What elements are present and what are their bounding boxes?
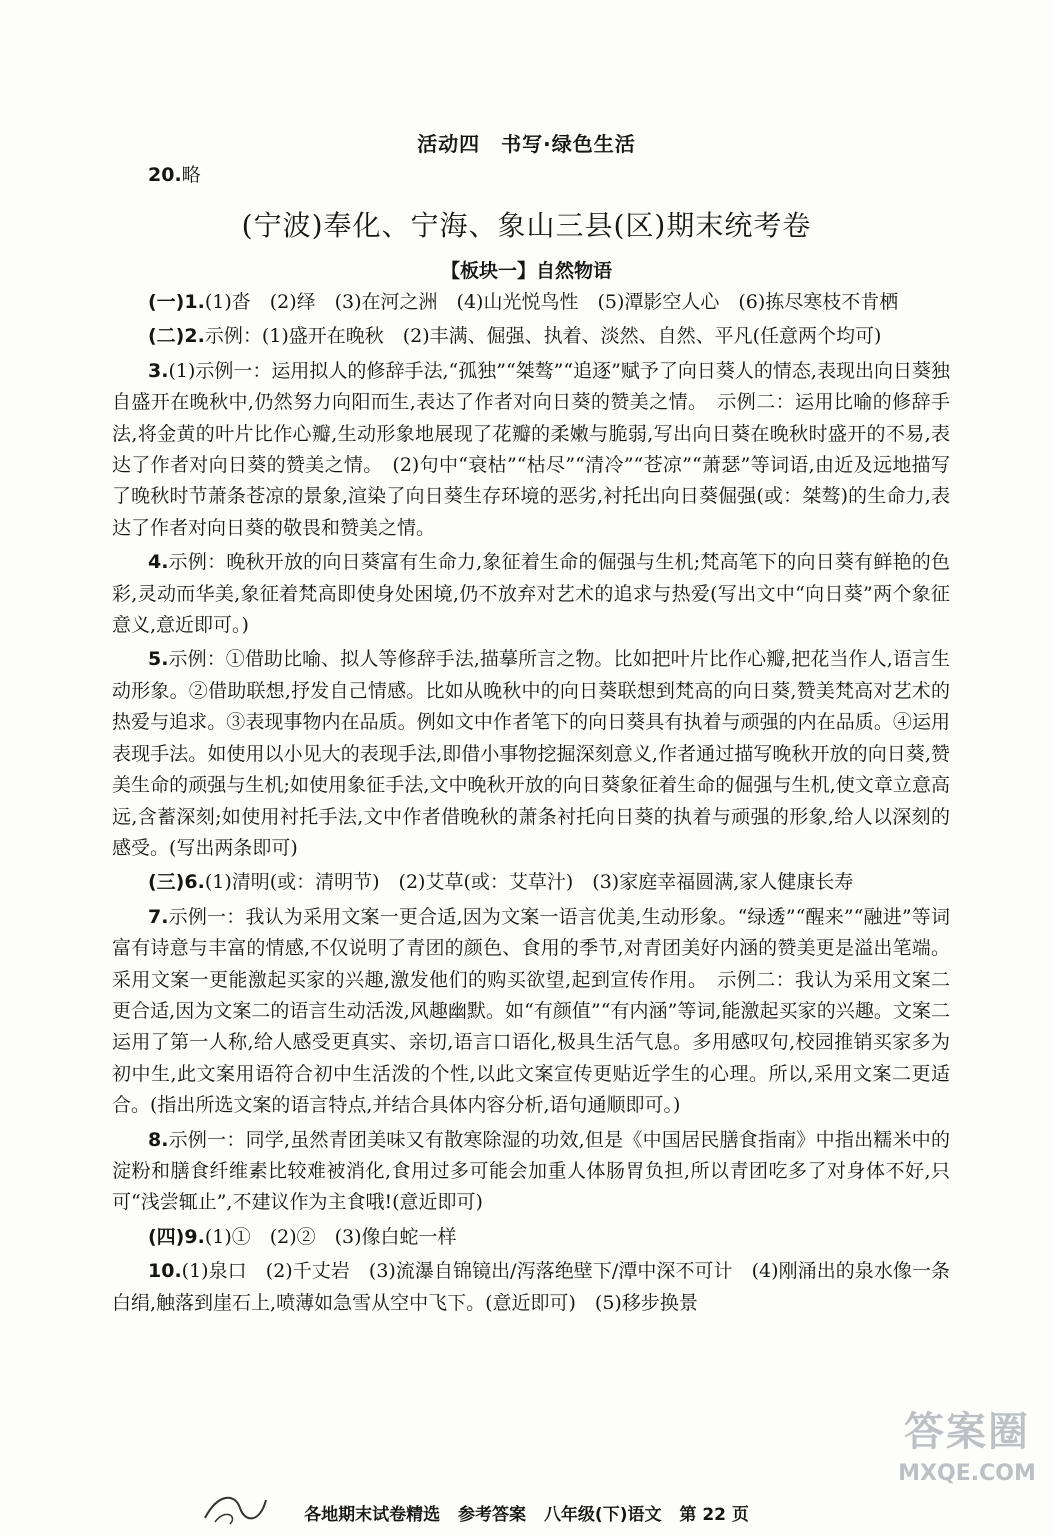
question-number: 4. [148,551,169,574]
footer-answers-label: 参考答案 [458,1505,527,1525]
question-number: 3. [148,359,169,382]
answer-paragraph [112,1125,950,1219]
answer-content [112,287,950,1322]
footer-grade-subject: 八年级(下)语文 [543,1505,662,1525]
answer-paragraph [112,356,950,544]
footer-page-number: 第 22 页 [679,1505,749,1525]
answer-paragraph [112,547,950,641]
answer-text: 示例：晚秋开放的向日葵富有生命力,象征着生命的倔强与生机;梵高笔下的向日葵有鲜艳的色彩,灵动而华美,象征着梵高即使身处困境,仍不放弃对艺术的追求与热爱(写出文中“向日葵”两个象征意义,意近即可。) [112,551,950,637]
answer-text: (1)泉口 (2)千丈岩 (3)流瀑自锦镜出/泻落绝壁下/潭中深不可计 (4)刚涌出的泉水像一条白绢,触落到崖石上,喷薄如急雪从空中飞下。(意近即可) (5)移步换景 [112,1260,950,1314]
answer-paragraph [112,1222,950,1253]
question-number: 5. [148,648,169,671]
section-heading: 【板块一】自然物语 [440,260,612,282]
activity-heading: 活动四 书写·绿色生活 [417,132,636,156]
answer-paragraph [112,1256,950,1319]
question-number: 8. [148,1128,169,1151]
question-number: (三)6. [148,871,205,894]
answer-text: 示例一：同学,虽然青团美味又有散寒除湿的功效,但是《中国居民膳食指南》中指出糯米中的淀粉和膳食纤维素比较难被消化,食用过多可能会加重人体肠胃负担,所以青团吃多了对身体不好,只可“浅尝辄止”,不建议作为主食哦!(意近即可) [112,1128,950,1214]
question-number: 10. [148,1260,182,1283]
exam-title: (宁波)奉化、宁海、象山三县(区)期末统考卷 [241,209,812,242]
watermark-logo: 答案圈 [904,1409,1030,1455]
answer-text: 示例：①借助比喻、拟人等修辞手法,描摹所言之物。比如把叶片比作心瓣,把花当作人,语言生动形象。②借助联想,抒发自己情感。比如从晚秋中的向日葵联想到梵高的向日葵,赞美梵高对艺术的热爱与追求。③表现事物内在品质。例如文中作者笔下的向日葵具有执着与顽强的内在品质。④运用表现手法。如使用以小见大的表现手法,即借小事物挖掘深刻意义,作者通过描写晚秋开放的向日葵,赞美生命的顽强与生机;如使用象征手法,文中晚秋开放的向日葵象征着生命的倔强与生机,使文章立意高远,含蓄深刻;如使用衬托手法,文中作者借晚秋的萧条衬托向日葵的执着与顽强的形象,给人以深刻的感受。(写出两条即可) [112,648,950,859]
answer-paragraph [112,902,950,1122]
answer-paragraph [112,321,950,352]
question-number: (二)2. [148,325,205,348]
watermark-url: MXQE.COM [898,1461,1036,1486]
question-number: 7. [148,905,169,928]
answer-text: 示例：(1)盛开在晚秋 (2)丰满、倔强、执着、淡然、自然、平凡(任意两个均可) [204,325,882,348]
answer-text: (1)沓 (2)绎 (3)在河之洲 (4)山光悦鸟性 (5)潭影空人心 (6)拣尽寒枝不肯栖 [204,291,899,313]
answer-paragraph [112,644,950,864]
answer-paragraph [112,867,950,898]
answer-text: (1)清明(或：清明节) (2)艾草(或：艾草汁) (3)家庭幸福圆满,家人健康长寿 [204,871,854,894]
answer-text: 示例一：我认为采用文案一更合适,因为文案一语言优美,生动形象。“绿透”“醒来”“融进”等词富有诗意与丰富的情感,不仅说明了青团的颜色、食用的季节,对青团美好内涵的赞美更是溢出笔端。采用文案一更能激起买家的兴趣,激发他们的购买欲望,起到宣传作用。 示例二：我认为采用文案二更合适,因为文案二的语言生动活泼,风趣幽默。如“有颜值”“有内涵”等词,能激起买家的兴趣。文案二运用了第一人称,给人感受更真实、亲切,语言口语化,极具生活气息。多用感叹句,校园推销买家多为初中生,此文案用语符合初中生活泼的个性,以此文案宣传更贴近学生的心理。所以,采用文案二更适合。(指出所选文案的语言特点,并结合具体内容分析,语句通顺即可。) [112,905,950,1117]
item-text: 略 [181,164,201,186]
answer-text: (1)示例一：运用拟人的修辞手法,“孤独”“桀骜”“追逐”赋予了向日葵人的情态,表现出向日葵独自盛开在晚秋中,仍然努力向阳而生,表达了作者对向日葵的赞美之情。 示例二：运用比喻的修辞手法,将金黄的叶片比作心瓣,生动形象地展现了花瓣的柔嫩与脆弱,写出向日葵在晚秋时盛开的不易,表达了作者对向日葵的赞美之情。 (2)句中“衰枯”“枯尽”“清冷”“苍凉”“萧瑟”等词语,由近及远地描写了晚秋时节萧条苍凉的景象,渲染了向日葵生存环境的恶劣,衬托出向日葵倔强(或：桀骜)的生命力,表达了作者对向日葵的敬畏和赞美之情。 [112,359,950,539]
watermark [893,1400,1041,1518]
footer-book-title: 各地期末试卷精选 [304,1505,441,1525]
answer-paragraph [112,287,950,318]
question-number: (四)9. [148,1225,205,1248]
question-number: (一)1. [148,291,205,313]
answer-text: (1)① (2)② (3)像白蛇一样 [204,1225,457,1248]
item-number: 20. [148,164,182,186]
item-20 [148,160,201,187]
